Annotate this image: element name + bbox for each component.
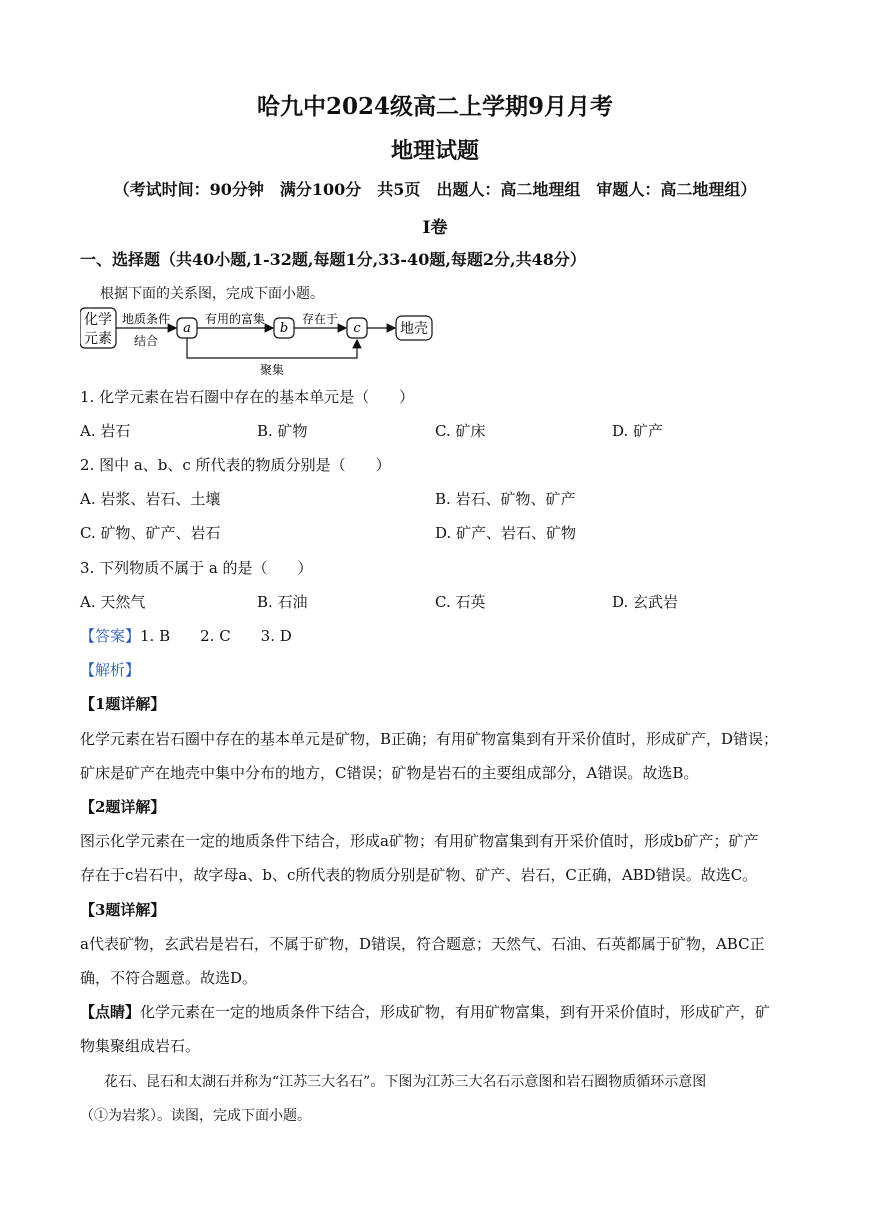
element-text-1: 化学 [84,312,112,328]
q3-option-d[interactable]: D. 玄武岩 [612,593,679,611]
detail2-line2: 存在于c岩石中，故字母a、b、c所代表的物质分别是矿物、矿产、岩石，C正确，ABD错误。故选C。 [80,866,758,884]
label-combine: 结合 [133,334,159,348]
q1-option-c[interactable]: C. 矿床 [435,422,486,440]
arrow-a-c-gather [187,338,357,358]
question-intro: 根据下面的关系图，完成下面小题。 [100,286,324,302]
label-gather: 聚集 [259,363,285,377]
comment-line2: 物集聚组成岩石。 [80,1037,201,1055]
q3-option-a[interactable]: A. 天然气 [80,593,146,611]
label-useful: 有用的富集 [204,312,266,326]
q3-option-c[interactable]: C. 石英 [435,593,486,611]
intro2-line1: 花石、昆石和太湖石并称为“江苏三大名石”。下图为江苏三大名石示意图和岩石圈物质循环示意图 [104,1074,707,1090]
page-title: 哈九中2024级高二上学期9月月考 [256,93,614,120]
detail1-line1: 化学元素在岩石圈中存在的基本单元是矿物，B正确；有用矿物富集到有开采价值时，形成矿产，D错误； [80,730,779,748]
exam-info: （考试时间：90分钟 满分100分 共5页 出题人：高二地理组 审题人：高二地理组） [113,180,757,199]
node-c: c [353,321,361,336]
answer-label: 【答案】 [80,627,141,645]
q2-option-d[interactable]: D. 矿产、岩石、矿物 [435,524,577,542]
intro2-line2: （①为岩浆）。读图，完成下面小题。 [80,1108,311,1124]
detail3-line1: a代表矿物，玄武岩是岩石，不属于矿物，D错误，符合题意；天然气、石油、石英都属于矿物，ABC正 [80,935,765,953]
detail1-line2: 矿床是矿产在地壳中集中分布的地方，C错误；矿物是岩石的主要组成部分，A错误。故选B。 [80,764,699,782]
detail2-line1: 图示化学元素在一定的地质条件下结合，形成a矿物；有用矿物富集到有开采价值时，形成b矿产；矿产 [80,832,759,850]
q1-option-b[interactable]: B. 矿物 [257,422,308,440]
answer-line [80,625,292,646]
label-condition: 地质条件 [121,312,171,326]
answer-text: 1. B 2. C 3. D [140,627,292,645]
comment-label: 【点睛】 [80,1003,141,1021]
volume-label: Ⅰ卷 [422,218,448,238]
q2-option-a[interactable]: A. 岩浆、岩石、土壤 [80,490,221,508]
crust-text: 地壳 [400,321,428,337]
node-b: b [279,321,289,336]
q3-stem: 3. 下列物质不属于 a 的是（ ） [80,559,313,577]
node-a: a [183,321,191,336]
comment-text: 化学元素在一定的地质条件下结合，形成矿物，有用矿物富集，到有开采价值时，形成矿产，矿 [140,1003,771,1021]
page-subtitle: 地理试题 [390,138,479,164]
comment-line1 [80,1001,770,1022]
label-exist: 存在于 [301,312,339,326]
q1-option-a[interactable]: A. 岩石 [80,422,131,440]
element-text-2: 元素 [84,331,112,347]
detail2-label: 【2题详解】 [80,798,166,816]
detail3-line2: 确，不符合题意。故选D。 [80,969,258,987]
relationship-diagram [80,304,440,378]
section-heading: 一、选择题（共40小题,1-32题,每题1分,33-40题,每题2分,共48分） [80,250,586,269]
q2-option-b[interactable]: B. 岩石、矿物、矿产 [435,490,576,508]
detail3-label: 【3题详解】 [80,901,166,919]
q1-stem: 1. 化学元素在岩石圈中存在的基本单元是（ ） [80,388,415,406]
q2-option-c[interactable]: C. 矿物、矿产、岩石 [80,524,221,542]
analysis-label: 【解析】 [80,661,141,679]
q1-option-d[interactable]: D. 矿产 [612,422,664,440]
q3-option-b[interactable]: B. 石油 [257,593,308,611]
q2-stem: 2. 图中 a、b、c 所代表的物质分别是（ ） [80,456,391,474]
detail1-label: 【1题详解】 [80,695,166,713]
